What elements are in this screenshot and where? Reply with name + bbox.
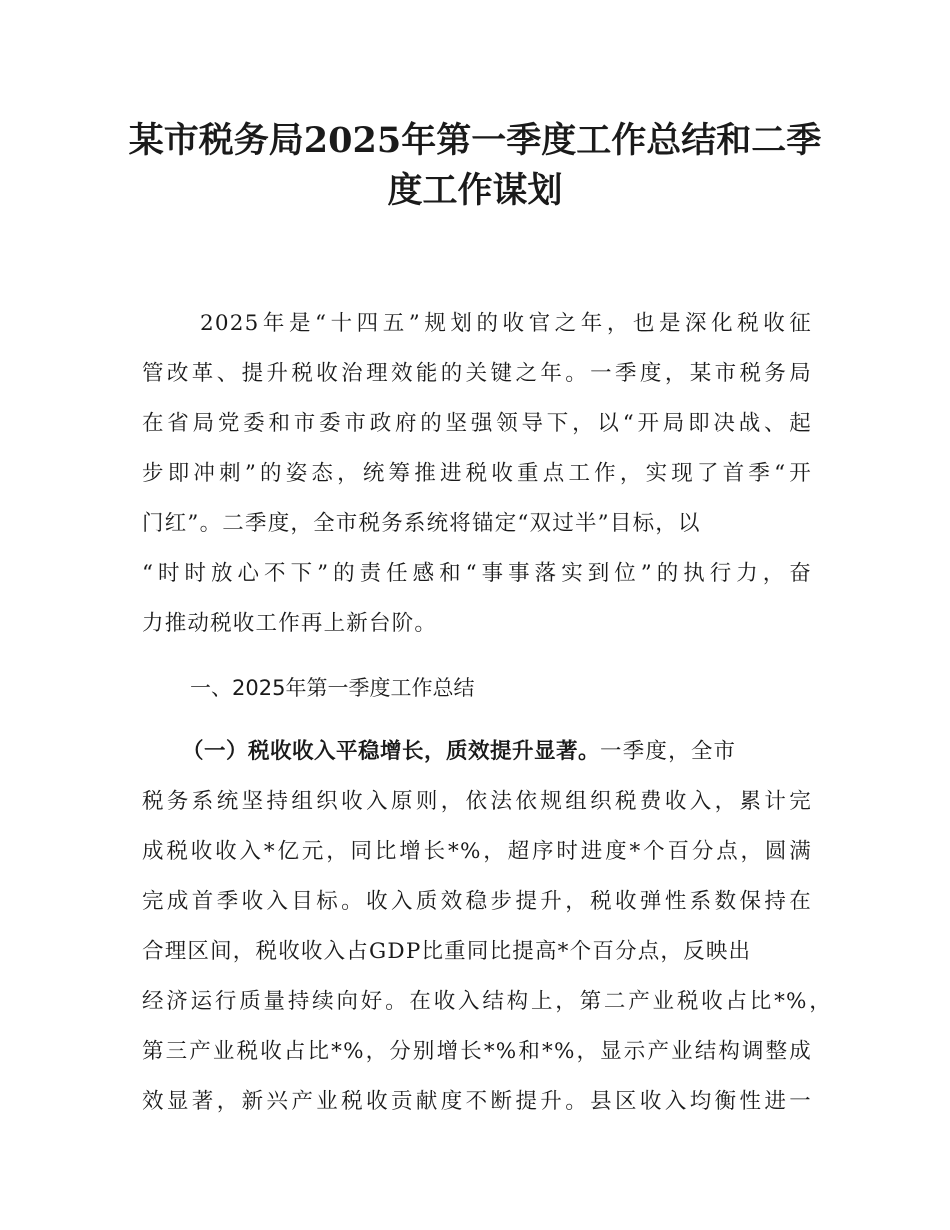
sub1-line-2: 税务系统坚持组织收入原则，依法依规组织税费收入，累计完: [142, 789, 812, 814]
sub1-line-7: 第三产业税收占比*%，分别增长*%和*%，显示产业结构调整成: [142, 1039, 812, 1064]
intro-line-7: 力推动税收工作再上新台阶。: [142, 611, 438, 636]
sub1-line-3: 成税收收入*亿元，同比增长*%，超序时进度*个百分点，圆满: [142, 839, 812, 864]
sub1-line-4: 完成首季收入目标。收入质效稳步提升，税收弹性系数保持在: [142, 889, 812, 914]
intro-line-6: “时时放心不下”的责任感和“事事落实到位”的执行力，奋: [142, 561, 812, 586]
sub1-first-line: [182, 737, 812, 767]
sub1-line-8: 效显著，新兴产业税收贡献度不断提升。县区收入均衡性进一: [142, 1089, 812, 1114]
sub1-line-5: 合理区间，税收收入占GDP比重同比提高*个百分点，反映出: [142, 939, 752, 964]
sub1-line-6: 经济运行质量持续向好。在收入结构上，第二产业税收占比*%，: [142, 989, 832, 1014]
section-heading: 一、2025年第一季度工作总结: [190, 676, 475, 700]
sub1-line-1: 一季度，全市: [600, 739, 737, 764]
intro-line-4: 步即冲刺”的姿态，统筹推进税收重点工作，实现了首季“开: [142, 461, 812, 486]
intro-line-2: 管改革、提升税收治理效能的关键之年。一季度，某市税务局: [142, 361, 812, 386]
intro-line-1: 2025年是“十四五”规划的收官之年，也是深化税收征: [200, 311, 812, 336]
intro-line-3: 在省局党委和市委市政府的坚强领导下，以“开局即决战、起: [142, 411, 812, 436]
document-title-line-1: 某市税务局2025年第一季度工作总结和二季: [128, 120, 822, 161]
sub1-heading: （一）税收收入平稳增长，质效提升显著。: [182, 739, 601, 764]
document-title-line-2: 度工作谋划: [387, 170, 563, 211]
intro-line-5: 门红”。二季度，全市税务系统将锚定“双过半”目标，以: [142, 511, 701, 536]
